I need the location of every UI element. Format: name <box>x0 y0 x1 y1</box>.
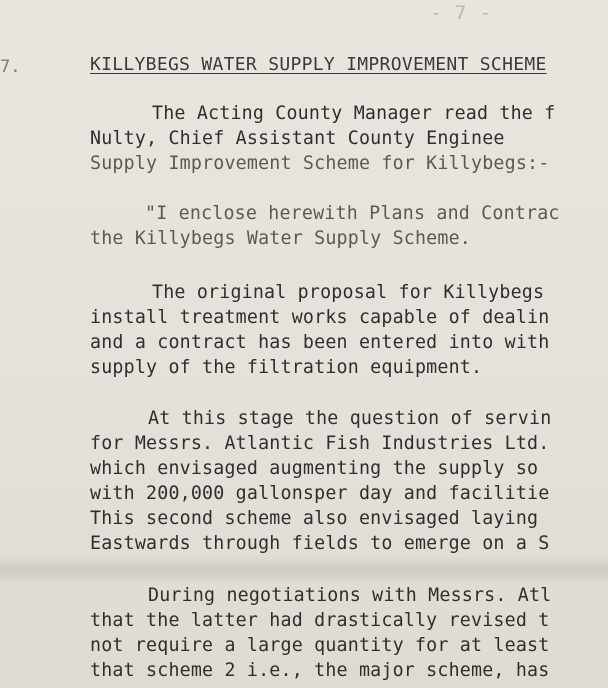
text-line: for Messrs. Atlantic Fish Industries Ltd. <box>90 433 550 454</box>
text-line: During negotiations with Messrs. Atl <box>148 585 552 606</box>
text-line: and a contract has been entered into with <box>90 332 550 353</box>
text-line: Supply Improvement Scheme for Killybegs:- <box>90 153 550 174</box>
text-line: that scheme 2 i.e., the major scheme, has <box>90 660 550 681</box>
text-line: that the latter had drastically revised t <box>90 610 550 631</box>
text-line: install treatment works capable of dealin <box>90 307 550 328</box>
text-line: the Killybegs Water Supply Scheme. <box>90 228 472 249</box>
paper-fold-shadow <box>0 556 608 584</box>
text-line: not require a large quantity for at least <box>90 635 550 656</box>
section-heading: KILLYBEGS WATER SUPPLY IMPROVEMENT SCHEME <box>90 54 547 75</box>
text-line: "I enclose herewith Plans and Contrac <box>145 203 560 224</box>
text-line: with 200,000 gallonsper day and facilitie <box>90 483 550 504</box>
text-line: which envisaged augmenting the supply so <box>90 458 539 479</box>
text-line: This second scheme also envisaged laying <box>90 508 539 529</box>
text-line: Nulty, Chief Assistant County Enginee <box>90 128 505 149</box>
page-number: - 7 - <box>430 2 493 24</box>
item-number: 7. <box>0 57 21 77</box>
text-line: The original proposal for Killybegs <box>152 282 545 303</box>
text-line: Eastwards through fields to emerge on a S <box>90 533 550 554</box>
text-line: supply of the filtration equipment. <box>90 357 483 378</box>
text-line: The Acting County Manager read the f <box>152 103 556 124</box>
text-line: At this stage the question of servin <box>148 408 552 429</box>
